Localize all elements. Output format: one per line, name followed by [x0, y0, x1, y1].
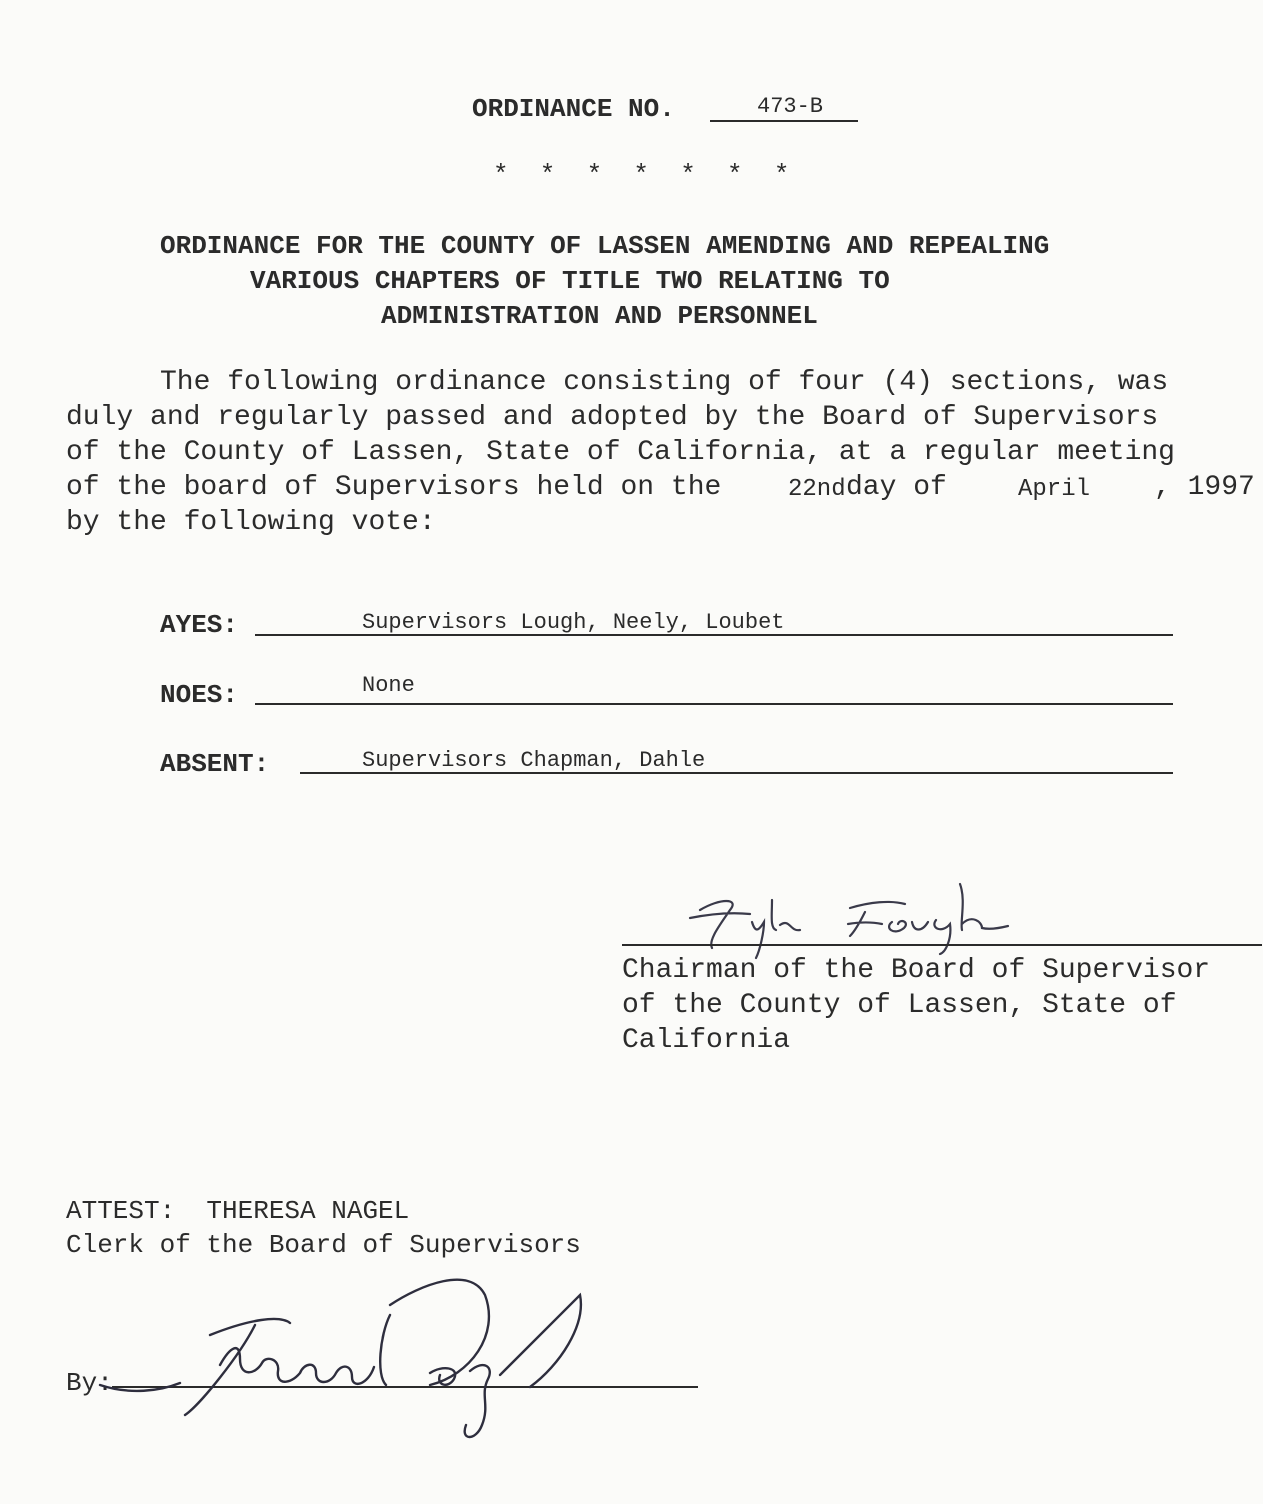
body-line-5: by the following vote: [66, 507, 436, 538]
body-line-2: duly and regularly passed and adopted by the Board of Supervisors [66, 402, 1159, 433]
noes-line [255, 703, 1173, 705]
ayes-value: Supervisors Lough, Neely, Loubet [362, 610, 785, 635]
by-label: By: [66, 1368, 113, 1398]
chairman-title-line-3: California [622, 1025, 791, 1056]
body-line-1: The following ordinance consisting of four (4) sections, was [160, 367, 1169, 398]
body-line-3: of the County of Lassen, State of California, at a regular meeting [66, 437, 1175, 468]
body-line-4-prefix: of the board of Supervisors held on the [66, 472, 722, 503]
absent-value: Supervisors Chapman, Dahle [362, 748, 706, 773]
absent-label: ABSENT: [160, 749, 270, 779]
noes-value: None [362, 673, 415, 698]
chairman-title-line-1: Chairman of the Board of Supervisor [622, 955, 1211, 986]
clerk-title: Clerk of the Board of Supervisors [66, 1230, 581, 1260]
ayes-line [255, 634, 1173, 636]
ordinance-number: 473-B [757, 94, 824, 119]
ayes-label: AYES: [160, 610, 239, 640]
ordinance-number-underline [710, 120, 858, 122]
meeting-month: April [1018, 476, 1091, 503]
meeting-day: 22nd [788, 476, 846, 503]
ordinance-number-label: ORDINANCE NO. [472, 94, 675, 124]
absent-line [300, 772, 1173, 774]
noes-label: NOES: [160, 680, 239, 710]
title-line-2: VARIOUS CHAPTERS OF TITLE TWO RELATING TO [250, 266, 890, 296]
chairman-signature-image [660, 870, 1060, 960]
clerk-signature-image [90, 1255, 610, 1445]
title-line-3: ADMINISTRATION AND PERSONNEL [381, 301, 818, 331]
attest-line: ATTEST: THERESA NAGEL [66, 1196, 410, 1226]
separator-stars: * * * * * * * [493, 160, 790, 190]
meeting-day-of: day of [846, 472, 947, 503]
chairman-signature-line [622, 944, 1262, 946]
meeting-year: , 1997 [1154, 472, 1255, 503]
chairman-title-line-2: of the County of Lassen, State of [622, 990, 1177, 1021]
title-line-1: ORDINANCE FOR THE COUNTY OF LASSEN AMENDING AND REPEALING [160, 231, 1050, 261]
